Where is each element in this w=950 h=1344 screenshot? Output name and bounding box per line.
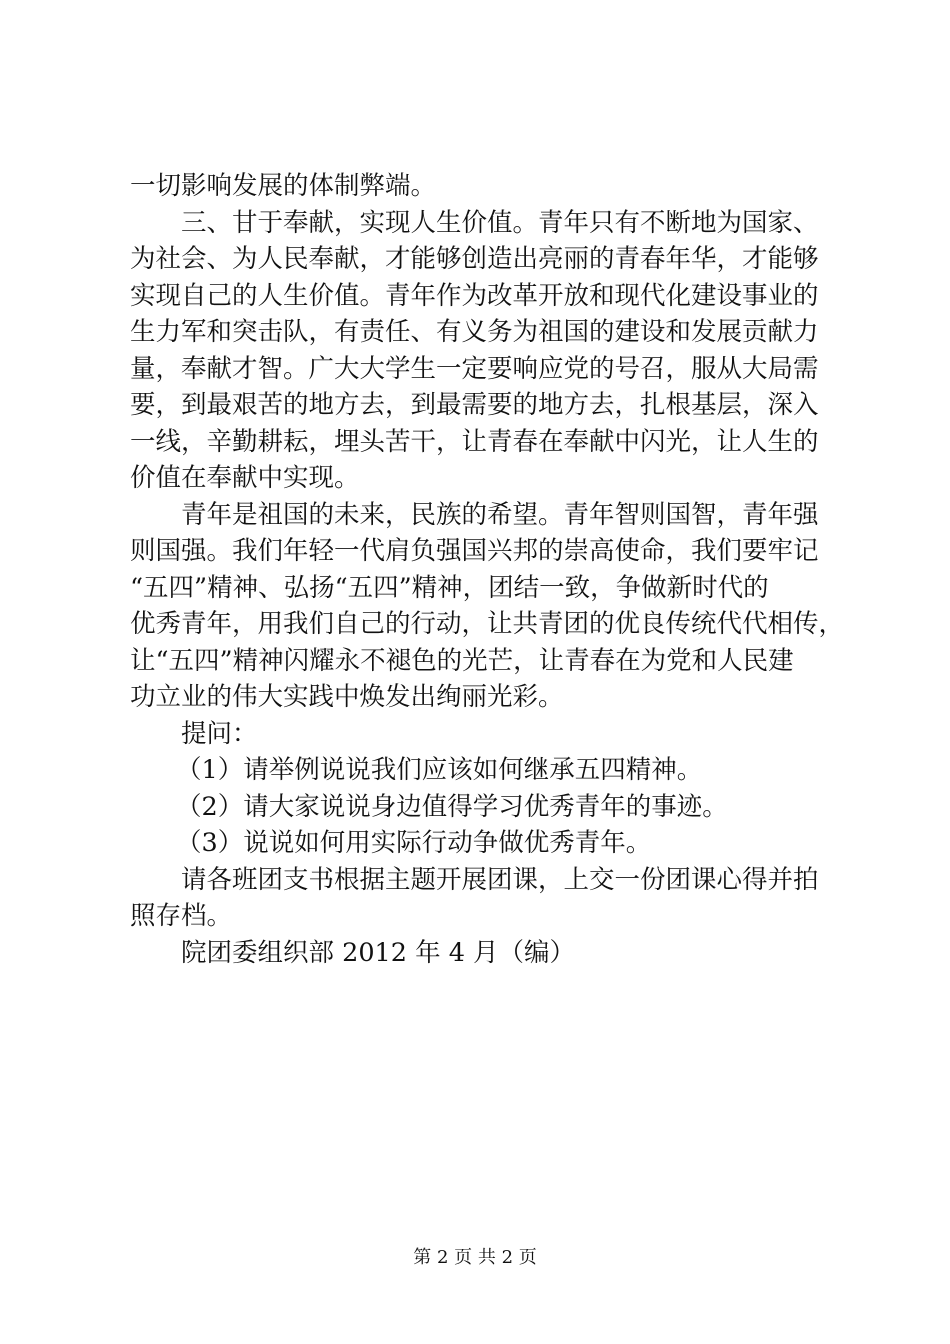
question-heading: 提问： xyxy=(181,718,258,749)
signature-line: 院团委组织部 2012 年 4 月（编） xyxy=(181,937,576,968)
text-line: 三、甘于奉献，实现人生价值。青年只有不断地为国家、 xyxy=(181,207,819,238)
text-line: 则国强。我们年轻一代肩负强国兴邦的崇高使命，我们要牢记 xyxy=(130,536,819,566)
question-item: （2）请大家说说身边值得学习优秀青年的事迹。 xyxy=(176,791,728,822)
page-footer xyxy=(0,1246,950,1270)
question-item: （1）请举例说说我们应该如何继承五四精神。 xyxy=(176,755,703,785)
text-line: 一切影响发展的体制弊端。 xyxy=(130,171,437,201)
text-line: 为社会、为人民奉献，才能够创造出亮丽的青春年华，才能够 xyxy=(130,244,819,274)
text-line: 青年是祖国的未来，民族的希望。青年智则国智，青年强 xyxy=(181,499,819,530)
text-line: 要，到最艰苦的地方去，到最需要的地方去，扎根基层，深入 xyxy=(130,390,819,420)
question-item: （3）说说如何用实际行动争做优秀青年。 xyxy=(176,828,652,858)
text-line: 实现自己的人生价值。青年作为改革开放和现代化建设事业的 xyxy=(130,280,819,311)
document-body xyxy=(130,168,845,971)
page-number: 第 2 页 共 2 页 xyxy=(413,1247,537,1268)
text-line: 优秀青年，用我们自己的行动，让共青团的优良传统代代相传， xyxy=(130,609,845,639)
text-line: “五四”精神、弘扬“五四”精神，团结一致，争做新时代的 xyxy=(130,572,769,603)
text-line: 照存档。 xyxy=(130,901,233,931)
text-line: 让“五四”精神闪耀永不褪色的光芒，让青春在为党和人民建 xyxy=(130,645,794,676)
text-line: 功立业的伟大实践中焕发出绚丽光彩。 xyxy=(130,682,564,712)
text-line: 生力军和突击队，有责任、有义务为祖国的建设和发展贡献力 xyxy=(130,317,819,347)
text-line: 请各班团支书根据主题开展团课，上交一份团课心得并拍 xyxy=(181,864,819,895)
text-line: 价值在奉献中实现。 xyxy=(130,463,360,493)
text-line: 一线，辛勤耕耘，埋头苦干，让青春在奉献中闪光，让人生的 xyxy=(130,426,819,457)
text-line: 量，奉献才智。广大大学生一定要响应党的号召，服从大局需 xyxy=(130,353,819,384)
